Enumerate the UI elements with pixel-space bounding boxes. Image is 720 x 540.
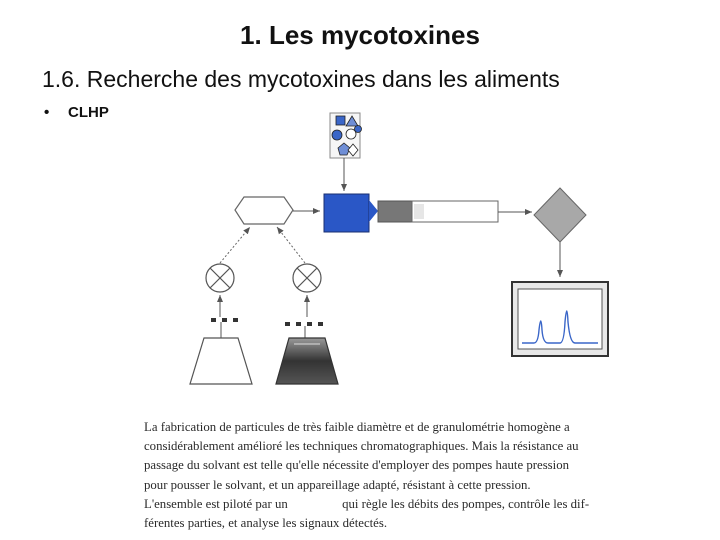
circle-shape-icon — [332, 130, 342, 140]
flow-arrow — [220, 227, 250, 263]
sample-injector — [330, 113, 362, 158]
caption-line: pour pousser le solvant, et un appareillage adapté, résistant à cette pression. — [144, 477, 531, 492]
bullet-label: CLHP — [68, 104, 109, 121]
detector-diamond — [534, 188, 586, 242]
precolumn — [378, 201, 412, 222]
chromatography-column — [412, 201, 498, 222]
pump-left — [206, 264, 234, 292]
flow-arrow — [277, 227, 305, 263]
column-shading — [414, 204, 424, 219]
pump-right — [293, 264, 321, 292]
recorder-screen — [512, 282, 608, 356]
square-shape-icon — [336, 116, 345, 125]
caption-line: férentes parties, et analyse les signaux détectés. — [144, 516, 388, 531]
solvent-flask-left — [190, 338, 252, 384]
circle-shape-icon — [355, 126, 362, 133]
tubing-left — [211, 318, 238, 322]
caption-line: La fabrication de particules de très faible diamètre et de granulométrie homogène a — [144, 420, 570, 434]
bullet-marker: • — [44, 104, 50, 121]
caption-line: passage du solvant est telle qu'elle nécessite d'employer des pompes haute pression — [144, 458, 570, 473]
tubing-right — [285, 322, 323, 326]
caption-paragraph — [144, 418, 668, 533]
mixer-hexagon — [235, 197, 293, 224]
slide-subtitle: 1.6. Recherche des mycotoxines dans les aliments — [42, 66, 560, 92]
injection-valve — [324, 194, 369, 232]
caption-line: L'ensemble est piloté par un qui règle les débits des pompes, contrôle les dif- — [144, 496, 590, 511]
slide-title: 1. Les mycotoxines — [240, 20, 480, 50]
valve-outlet — [369, 200, 378, 222]
solvent-flask-right — [276, 338, 338, 384]
caption-line: considérablement amélioré les techniques chromatographiques. Mais la résistance au — [144, 439, 579, 454]
